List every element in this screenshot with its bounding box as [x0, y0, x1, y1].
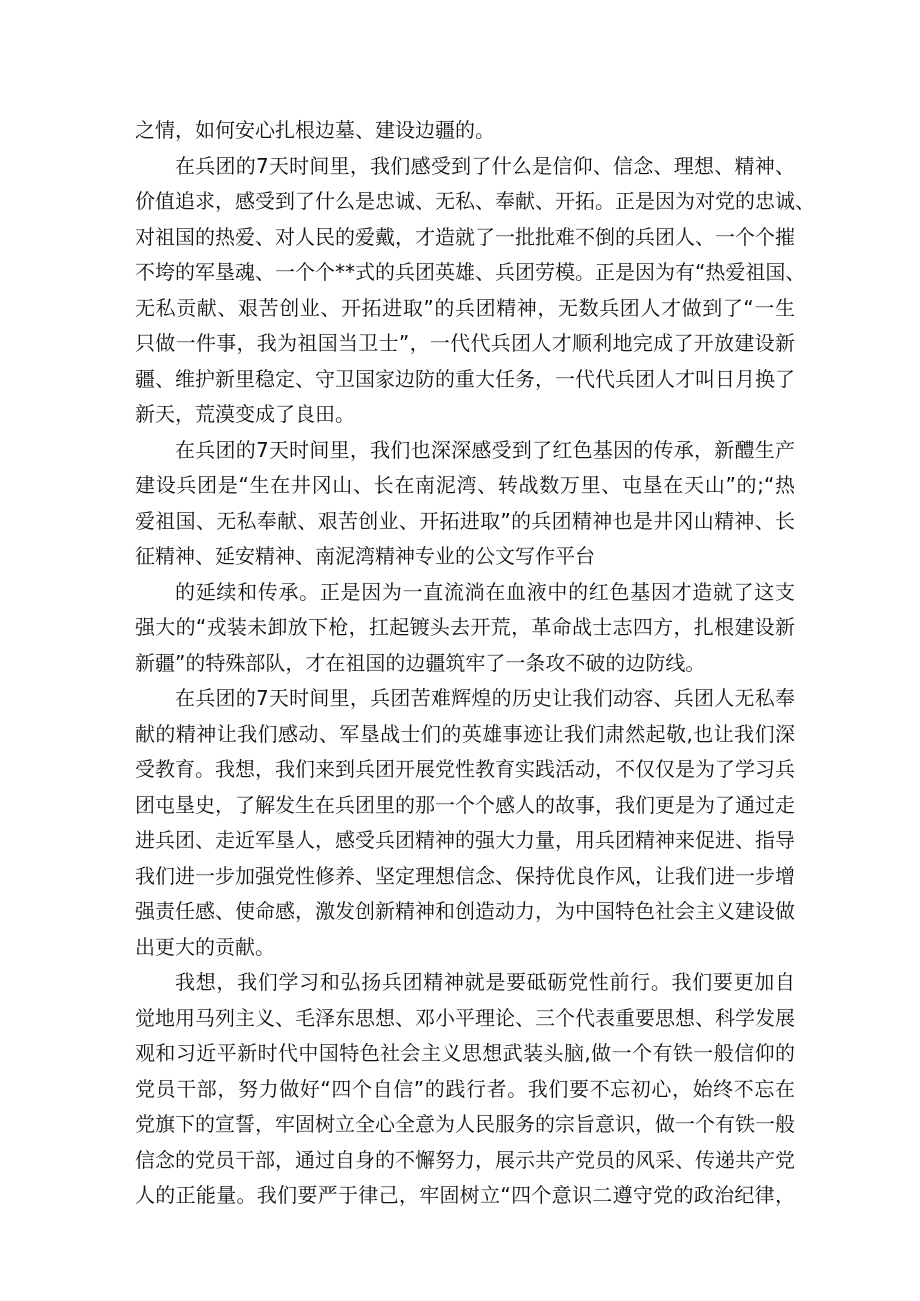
paragraph-first-line: 在兵团的7天时间里，我们感受到了什么是信仰、信念、理想、精神、 — [175, 153, 795, 178]
text-line: 进兵团、走近军垦人，感受兵团精神的强大力量，用兵团精神来促进、指导 — [135, 828, 795, 852]
text-line: 建设兵团是“生在井冈山、长在南泥湾、转战数万里、屯垦在天山”的;“热 — [135, 473, 795, 497]
text-line: 信念的党员干部，通过自身的不懈努力，展示共产党员的风采、传递共产党 — [135, 1147, 795, 1172]
text-line: 观和习近平新时代中国特色社会主义思想武装头脑,做一个有铁一般信仰的 — [135, 1041, 795, 1065]
text-line: 人的正能量。我们要严于律己，牢固树立“四个意识二遵守党的政治纪律， — [135, 1183, 795, 1207]
text-line: 团屯垦史，了解发生在兵团里的那一个个感人的故事，我们更是为了通过走 — [135, 792, 795, 817]
paragraph-first-line: 在兵团的7天时间里，我们也深深感受到了红色基因的传承，新醴生产 — [175, 437, 795, 462]
body-text — [135, 113, 815, 1214]
text-line: 强大的“戎装未卸放下枪，扛起镀头去开荒，革命战士志四方，扎根建设新 — [135, 615, 795, 639]
text-line: 无私贡献、艰苦创业、开拓进取”的兵团精神，无数兵团人才做到了“一生 — [135, 295, 795, 320]
text-line: 党员干部，努力做好“四个自信”的践行者。我们要不忘初心，始终不忘在 — [135, 1076, 795, 1101]
text-line: 只做一件事，我为祖国当卫士”，一代代兵团人才顺利地完成了开放建设新 — [135, 331, 795, 355]
paragraph-first-line: 在兵团的7天时间里，兵团苦难辉煌的历史让我们动容、兵团人无私奉 — [175, 686, 795, 710]
text-line: 疆、维护新里稳定、守卫国家边防的重大任务，一代代兵团人才叫日月换了 — [135, 366, 795, 391]
text-line: 我们进一步加强党性修养、坚定理想信念、保持优良作风，让我们进一步增 — [135, 863, 795, 888]
text-line: 觉地用马列主义、毛泽东思想、邓小平理论、三个代表重要思想、科学发展 — [135, 1005, 795, 1030]
text-line: 强责任感、使命感，激发创新精神和创造动力，为中国特色社会主义建设做 — [135, 899, 795, 923]
text-line: 出更大的贡献。 — [135, 934, 275, 959]
text-line: 受教育。我想，我们来到兵团开展党性教育实践活动，不仅仅是为了学习兵 — [135, 757, 795, 781]
text-line: 党旗下的宣誓，牢固树立全心全意为人民服务的宗旨意识，做一个有铁一般 — [135, 1112, 795, 1136]
text-line: 对祖国的热爱、对人民的爱戴，才造就了一批批难不倒的兵团人、一个个摧 — [135, 224, 795, 249]
paragraph-first-line: 的延续和传承。正是因为一直流淌在血液中的红色基因才造就了这支 — [175, 579, 795, 604]
text-line: 献的精神让我们感动、军垦战士们的英雄事迹让我们肃然起敬,也让我们深 — [135, 721, 795, 746]
text-line: 征精神、延安精神、南泥湾精神专业的公文写作平台 — [135, 544, 595, 568]
text-line: 不垮的军垦魂、一个个**式的兵团英雄、兵团劳模。正是因为有“热爱祖国、 — [135, 260, 806, 284]
text-line: 新疆”的特殊部队，才在祖国的边疆筑牢了一条攻不破的边防线。 — [135, 650, 706, 675]
text-line: 之情，如何安心扎根边墓、建设边疆的。 — [135, 118, 495, 142]
text-line: 价值追求，感受到了什么是忠诚、无私、奉献、开拓。正是因为对党的忠诚、 — [135, 189, 815, 213]
text-line: 新天，荒漠变成了良田。 — [135, 402, 355, 426]
paragraph-first-line: 我想，我们学习和弘扬兵团精神就是要砥砺党性前行。我们要更加自 — [175, 970, 795, 994]
text-line: 爱祖国、无私奉献、艰苦创业、开拓进取”的兵团精神也是井冈山精神、长 — [135, 508, 795, 533]
